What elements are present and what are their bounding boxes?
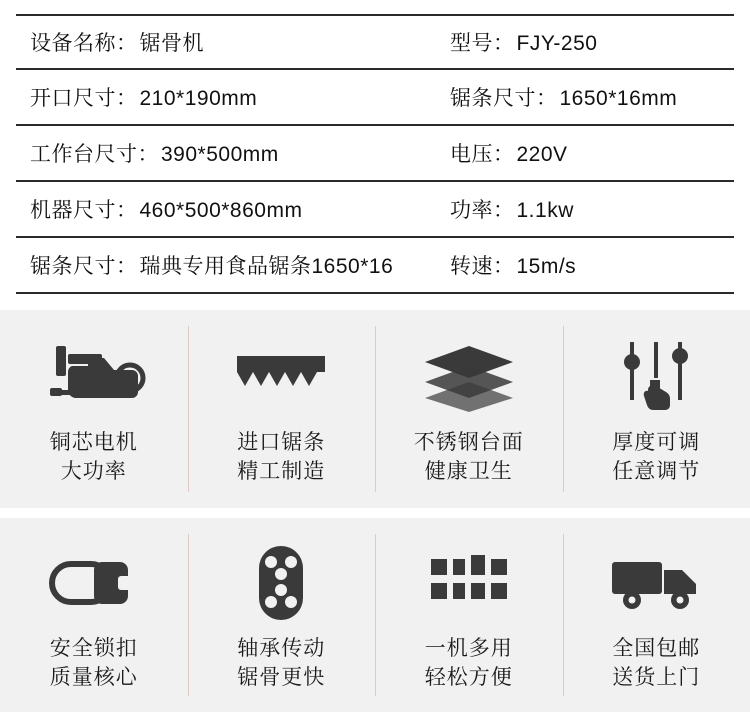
feature-item-free-shipping <box>563 518 750 712</box>
feature-line-2: 送货上门 <box>612 664 700 693</box>
spec-cell-right <box>436 138 734 168</box>
spec-cell-left <box>16 82 436 112</box>
steelplate-icon <box>417 335 521 419</box>
feature-label <box>414 429 524 487</box>
spec-value: 390*500mm <box>159 143 279 167</box>
spec-label: 锯条尺寸： <box>450 82 558 112</box>
feature-line-1: 不锈钢台面 <box>414 431 524 454</box>
spec-label: 机器尺寸： <box>30 194 138 224</box>
feature-line-1: 一机多用 <box>425 637 513 660</box>
truck-icon <box>604 541 708 625</box>
spec-value: 1650*16mm <box>558 87 678 111</box>
spec-label: 转速： <box>450 250 515 280</box>
spec-value: 1.1kw <box>515 199 574 223</box>
spec-value: 15m/s <box>515 255 577 279</box>
feature-item-bearing <box>188 518 376 712</box>
feature-item-safety-lock <box>0 518 188 712</box>
feature-item-thickness <box>563 310 750 508</box>
spec-cell-left <box>16 138 436 168</box>
feature-line-2: 健康卫生 <box>414 458 524 487</box>
spec-label: 工作台尺寸： <box>30 138 159 168</box>
table-row <box>16 70 734 126</box>
spec-cell-right <box>436 82 734 112</box>
feature-band-1 <box>0 310 750 508</box>
feature-line-2: 锯骨更快 <box>237 664 325 693</box>
spec-label: 型号： <box>450 27 515 57</box>
feature-label <box>612 635 700 693</box>
multiuse-icon <box>417 541 521 625</box>
spec-value: 460*500*860mm <box>138 199 303 223</box>
spec-label: 功率： <box>450 194 515 224</box>
feature-line-2: 轻松方便 <box>425 664 513 693</box>
feature-label <box>425 635 513 693</box>
spec-value: 210*190mm <box>138 87 258 111</box>
spec-label: 电压： <box>450 138 515 168</box>
table-row <box>16 238 734 294</box>
spec-cell-right <box>436 250 734 280</box>
feature-item-motor <box>0 310 188 508</box>
feature-line-1: 全国包邮 <box>612 637 700 660</box>
feature-item-multiuse <box>375 518 563 712</box>
spec-value: 瑞典专用食品锯条1650*16 <box>138 250 394 280</box>
spec-value: 锯骨机 <box>138 27 205 57</box>
bearing-icon <box>229 541 333 625</box>
feature-line-2: 大功率 <box>50 458 138 487</box>
feature-line-2: 质量核心 <box>50 664 138 693</box>
spec-cell-left <box>16 194 436 224</box>
spec-value: FJY-250 <box>515 32 598 56</box>
feature-line-1: 厚度可调 <box>612 431 700 454</box>
feature-label <box>50 429 138 487</box>
spec-label: 开口尺寸： <box>30 82 138 112</box>
feature-line-1: 轴承传动 <box>237 637 325 660</box>
feature-line-1: 安全锁扣 <box>50 637 138 660</box>
feature-line-1: 铜芯电机 <box>50 431 138 454</box>
feature-label <box>612 429 700 487</box>
feature-band-2 <box>0 518 750 712</box>
spec-cell-right <box>436 27 734 57</box>
feature-label <box>50 635 138 693</box>
engine-icon <box>42 335 146 419</box>
lock-icon <box>42 541 146 625</box>
spec-label: 锯条尺寸： <box>30 250 138 280</box>
feature-line-2: 任意调节 <box>612 458 700 487</box>
spec-cell-right <box>436 194 734 224</box>
sawblade-icon <box>229 335 333 419</box>
feature-line-1: 进口锯条 <box>237 431 325 454</box>
spec-value: 220V <box>515 143 568 167</box>
table-row <box>16 126 734 182</box>
table-row <box>16 14 734 70</box>
specification-table <box>0 0 750 294</box>
spec-label: 设备名称： <box>30 27 138 57</box>
feature-label <box>237 429 325 487</box>
feature-item-steel-table <box>375 310 563 508</box>
spec-cell-left <box>16 27 436 57</box>
feature-item-sawblade <box>188 310 376 508</box>
adjust-icon <box>604 335 708 419</box>
feature-line-2: 精工制造 <box>237 458 325 487</box>
feature-sections <box>0 310 750 712</box>
table-row <box>16 182 734 238</box>
spec-cell-left <box>16 250 436 280</box>
feature-label <box>237 635 325 693</box>
